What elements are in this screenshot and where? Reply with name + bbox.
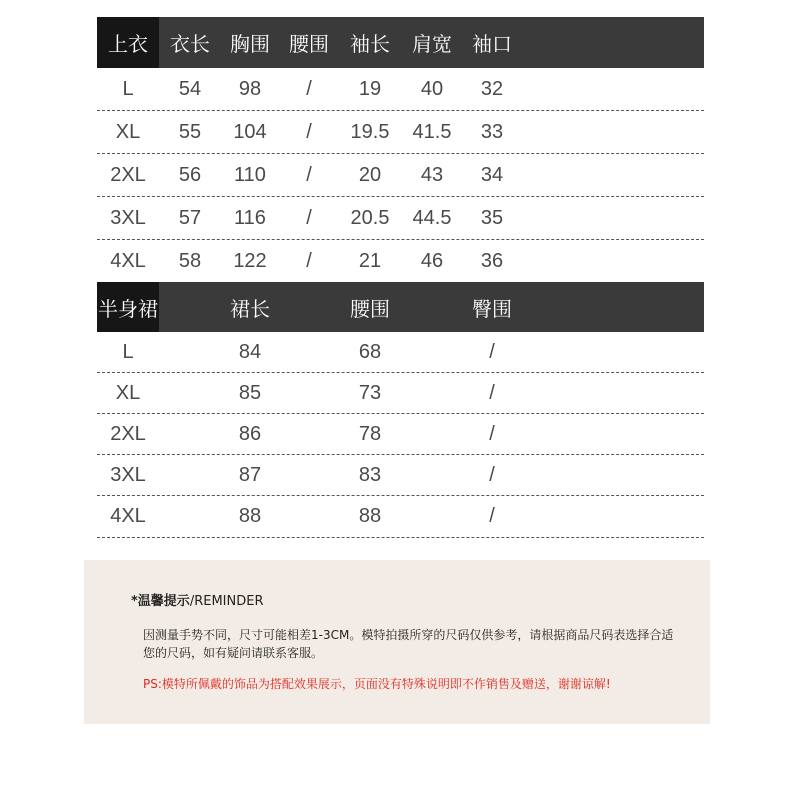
top-table-header <box>97 17 704 68</box>
value-cell: 88 <box>358 505 382 527</box>
reminder-title <box>131 590 263 609</box>
table-row <box>97 332 704 373</box>
value-cell: 83 <box>358 463 382 486</box>
skirt-table-header <box>97 282 704 332</box>
size-cell: 3XL <box>110 463 146 486</box>
table-row <box>97 455 704 496</box>
value-cell: 21 <box>358 249 382 272</box>
reminder-note: PS:模特所佩戴的饰品为搭配效果展示，页面没有特殊说明即不作销售及赠送，谢谢谅解! <box>143 677 611 691</box>
size-cell: 3XL <box>110 206 146 229</box>
value-cell: 32 <box>480 77 504 100</box>
value-cell: 20 <box>358 163 382 186</box>
value-cell: 87 <box>238 463 262 486</box>
value-cell: / <box>489 381 495 404</box>
value-cell: / <box>489 463 495 486</box>
table-row <box>97 197 704 240</box>
header-cell: 腰围 <box>289 32 329 56</box>
value-cell: 58 <box>178 249 202 272</box>
value-cell: 36 <box>480 249 504 272</box>
value-cell: / <box>306 163 312 186</box>
header-cell: 臀围 <box>472 296 512 321</box>
header-cell: 腰围 <box>350 296 390 321</box>
value-cell: 122 <box>233 249 267 272</box>
table-row <box>97 68 704 111</box>
value-cell: 35 <box>480 206 504 229</box>
header-cell: 上衣 <box>108 32 148 56</box>
reminder-title-suffix: /REMINDER <box>189 594 264 609</box>
table-row <box>97 496 704 538</box>
size-cell: L <box>122 77 134 100</box>
value-cell: 34 <box>480 163 504 186</box>
skirt-size-table <box>97 282 704 538</box>
value-cell: 104 <box>233 120 267 143</box>
value-cell: / <box>306 77 312 100</box>
top-size-table <box>97 17 704 282</box>
size-cell: XL <box>115 381 141 404</box>
value-cell: 84 <box>238 340 262 363</box>
size-cell: 4XL <box>110 249 146 272</box>
header-cell: 袖口 <box>472 32 512 56</box>
value-cell: 88 <box>238 505 262 527</box>
value-cell: 57 <box>178 206 202 229</box>
value-cell: 41.5 <box>412 120 452 143</box>
value-cell: 19.5 <box>350 120 390 143</box>
table-row <box>97 373 704 414</box>
header-cell: 肩宽 <box>412 32 452 56</box>
value-cell: / <box>306 120 312 143</box>
value-cell: / <box>489 505 495 527</box>
reminder-title-bold: *温馨提示 <box>131 594 190 609</box>
value-cell: / <box>306 249 312 272</box>
size-cell: L <box>122 340 134 363</box>
table-row <box>97 154 704 197</box>
value-cell: 73 <box>358 381 382 404</box>
value-cell: 98 <box>238 77 262 100</box>
header-cell: 衣长 <box>170 32 210 56</box>
size-cell: 4XL <box>110 505 146 527</box>
table-row <box>97 414 704 455</box>
value-cell: / <box>306 206 312 229</box>
reminder-box <box>84 560 710 724</box>
value-cell: 43 <box>420 163 444 186</box>
size-cell: XL <box>115 120 141 143</box>
value-cell: 19 <box>358 77 382 100</box>
table-row <box>97 240 704 282</box>
value-cell: 20.5 <box>350 206 390 229</box>
value-cell: 68 <box>358 340 382 363</box>
value-cell: / <box>489 340 495 363</box>
value-cell: 46 <box>420 249 444 272</box>
value-cell: 116 <box>234 206 266 229</box>
value-cell: 86 <box>238 422 262 445</box>
header-cell: 胸围 <box>230 32 270 56</box>
reminder-body: 因测量手势不同，尺寸可能相差1-3CM。模特拍摄所穿的尺码仅供参考，请根据商品尺码表选择合适您的尺码，如有疑问请联系客服。 <box>143 628 674 660</box>
value-cell: 55 <box>178 120 202 143</box>
value-cell: 56 <box>178 163 202 186</box>
header-cell: 半身裙 <box>98 296 158 321</box>
value-cell: 78 <box>358 422 382 445</box>
value-cell: 40 <box>420 77 444 100</box>
header-cell: 袖长 <box>350 32 390 56</box>
value-cell: 110 <box>234 163 266 186</box>
value-cell: 85 <box>238 381 262 404</box>
size-cell: 2XL <box>110 163 146 186</box>
value-cell: 54 <box>178 77 202 100</box>
value-cell: 33 <box>480 120 504 143</box>
value-cell: 44.5 <box>412 206 452 229</box>
table-row <box>97 111 704 154</box>
size-cell: 2XL <box>110 422 146 445</box>
value-cell: / <box>489 422 495 445</box>
header-cell: 裙长 <box>230 296 270 321</box>
